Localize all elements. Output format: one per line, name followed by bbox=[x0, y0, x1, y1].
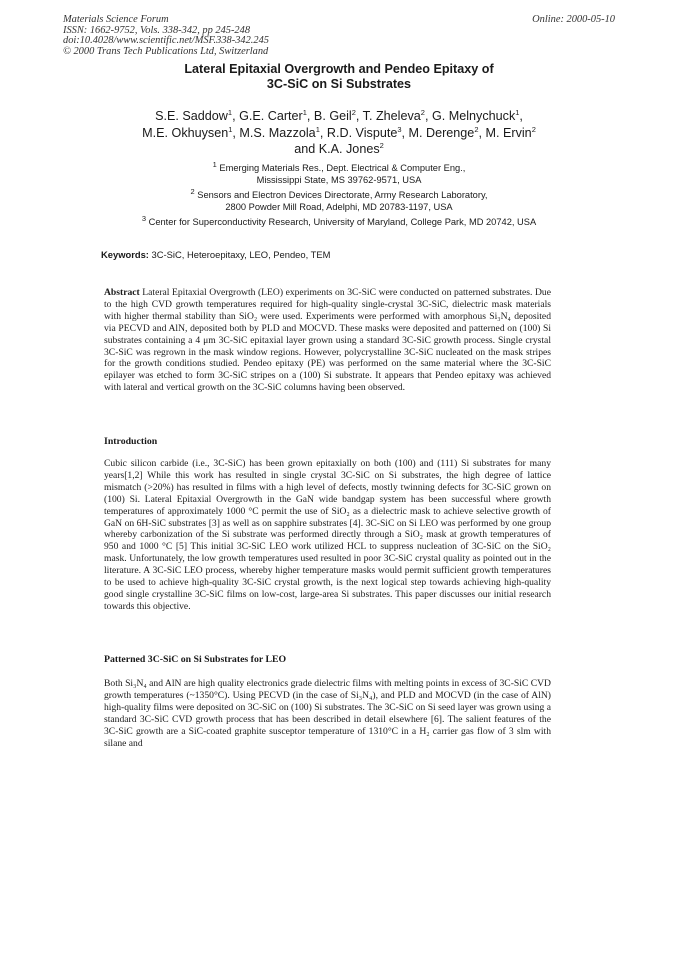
journal-name: Materials Science Forum bbox=[63, 14, 169, 25]
abstract bbox=[104, 287, 551, 394]
author: G. Melnychuck$^1$ bbox=[431, 107, 520, 123]
author: M.S. Mazzola$^1$ bbox=[239, 124, 320, 140]
author: M. Derenge$^2$ bbox=[408, 124, 479, 140]
author: R.D. Vispute$^3$ bbox=[326, 124, 402, 140]
patterned-text: Both Si₃N₄ and AlN are high quality electronics grade dielectric films with melting points in excess of 3C-SiC CVD growth temperatures (~1350°C). Using PECVD (in the case of Si₃N₄), and PLD and MOCVD (in the case of AlN) high-quality films were deposited on 3C-SiC on (100) Si substrates. The 3C-SiC on Si seed layer was grown using a standard 3C-SiC CVD growth process that has been described in detail elsewhere [6]. The salient features of the 3C-SiC growth are a SiC-coated graphite susceptor temperature of 1310°C in a H₂ carrier gas flow of 3 slm with silane and bbox=[104, 678, 551, 749]
title-line-1: Lateral Epitaxial Overgrowth and Pendeo Epitaxy of bbox=[184, 62, 494, 76]
introduction-text: Cubic silicon carbide (i.e., 3C-SiC) has been grown epitaxially on both (100) and (111) Si substrates for many years[1,2] While this work has resulted in single crystal 3C-SiC on Si substrates, the high degree of lattice mismatch (>20%) has resulted in films with a high level of defects, mostly twinning defects for 3C-SiC grown on (100) Si. Lateral Epitaxial Overgrowth in the GaN wide bandgap system has been successful where growth temperatures of approximately 1000 °C permit the use of SiO₂ as a dielectric mask to achieve selective growth of GaN on 6H-SiC substrates [3] as well as on sapphire substrates [4]. 3C-SiC on Si LEO was performed by one group whereby carbonization of the Si substrate was performed directly through a SiO₂ mask at growth temperatures of 950 and 1000 °C [5] This initial 3C-SiC LEO work utilized HCL to suppress nucleation of 3C-SiC on the SiO₂ mask. Unfortunately, the low growth temperatures used resulted in poor 3C-SiC crystal quality as pointed out in the literature. A 3C-SiC LEO process, whereby higher temperature masks would permit sufficient growth temperatures to be used to achieve high-quality 3C-SiC crystal growth, is the next logical step towards achieving high-quality good single crystalline 3C-SiC films on low-cost, large-area Si substrates. This paper discusses our initial research towards this objective. bbox=[104, 458, 551, 612]
section-heading-introduction: Introduction bbox=[104, 436, 158, 447]
author: B. Geil$^2$ bbox=[313, 107, 356, 123]
keywords-label: Keywords: bbox=[101, 249, 149, 260]
author-list bbox=[0, 108, 678, 158]
author-line-3: and K.A. Jones$^2$ bbox=[294, 141, 384, 157]
author: M.E. Okhuysen$^1$ bbox=[142, 124, 233, 140]
abstract-text: Lateral Epitaxial Overgrowth (LEO) experiments on 3C-SiC were conducted on patterned substrates. Due to the high CVD growth temperatures required for high-quality single-crystal 3C-SiC, dielectric mask materials with higher thermal stability than SiO₂ were used. Experiments were performed with amorphous Si₃N₄ deposited via PECVD and AlN, deposited both by PLD and MOCVD. These masks were deposited and patterned on (100) Si substrates containing a 4 μm 3C-SiC epitaxial layer grown using a standard 3C-SiC growth process. Single crystal 3C-SiC was regrown in the mask window regions. However, polycrystalline 3C-SiC nucleated on the mask stripes for the growth conditions studied. Pendeo epitaxy (PE) was performed on the same material where the 3C-SiC epilayer was etched to form 3C-SiC stripes on a (100) Si substrate. It appears that Pendeo epitaxy was achieved with lateral and vertical growth on the 3C-SiC columns having been observed. bbox=[104, 287, 551, 394]
author-line-2: M.E. Okhuysen$^1$, M.S. Mazzola$^1$, R.D. Vispute$^3$, M. Derenge$^2$, M. Ervin$^2$ bbox=[142, 124, 536, 140]
abstract-label: Abstract bbox=[104, 287, 140, 298]
keywords-text: 3C-SiC, Heteroepitaxy, LEO, Pendeo, TEM bbox=[151, 249, 331, 260]
section-heading-patterned: Patterned 3C-SiC on Si Substrates for LEO bbox=[104, 654, 287, 665]
issn-line: ISSN: 1662-9752, Vols. 338-342, pp 245-248 bbox=[63, 24, 251, 36]
author-line-1: S.E. Saddow$^1$, G.E. Carter$^1$, B. Geil$^2$, T. Zheleva$^2$, G. Melnychuck$^1$, bbox=[155, 107, 523, 123]
publication-info bbox=[63, 15, 269, 57]
online-date: Online: 2000-05-10 bbox=[532, 14, 615, 25]
keywords bbox=[101, 249, 618, 260]
affiliation-2: $^2$ Sensors and Electron Devices Directorate, Army Research Laboratory, 2800 Powder Mill Road, Adelphi, MD 20783-1197, USA bbox=[190, 186, 488, 212]
author: S.E. Saddow$^1$ bbox=[155, 107, 233, 123]
author: K.A. Jones$^2$ bbox=[318, 141, 384, 157]
doi-line[interactable]: doi:10.4028/www.scientific.net/MSF.338-342.245 bbox=[63, 35, 269, 47]
author: M. Ervin$^2$ bbox=[485, 124, 536, 140]
paper-title bbox=[0, 62, 678, 91]
affiliation-3: $^3$ Center for Superconductivity Research, University of Maryland, College Park, MD 20742, USA bbox=[141, 213, 537, 227]
title-line-2: 3C-SiC on Si Substrates bbox=[266, 76, 412, 91]
copyright-line: © 2000 Trans Tech Publications Ltd, Switzerland bbox=[63, 45, 269, 57]
author: T. Zheleva$^2$ bbox=[362, 107, 425, 123]
affiliation-1: $^1$ Emerging Materials Res., Dept. Electrical & Computer Eng., Mississippi State, MS 39762-9571, USA bbox=[212, 159, 466, 185]
author: G.E. Carter$^1$ bbox=[239, 107, 307, 123]
